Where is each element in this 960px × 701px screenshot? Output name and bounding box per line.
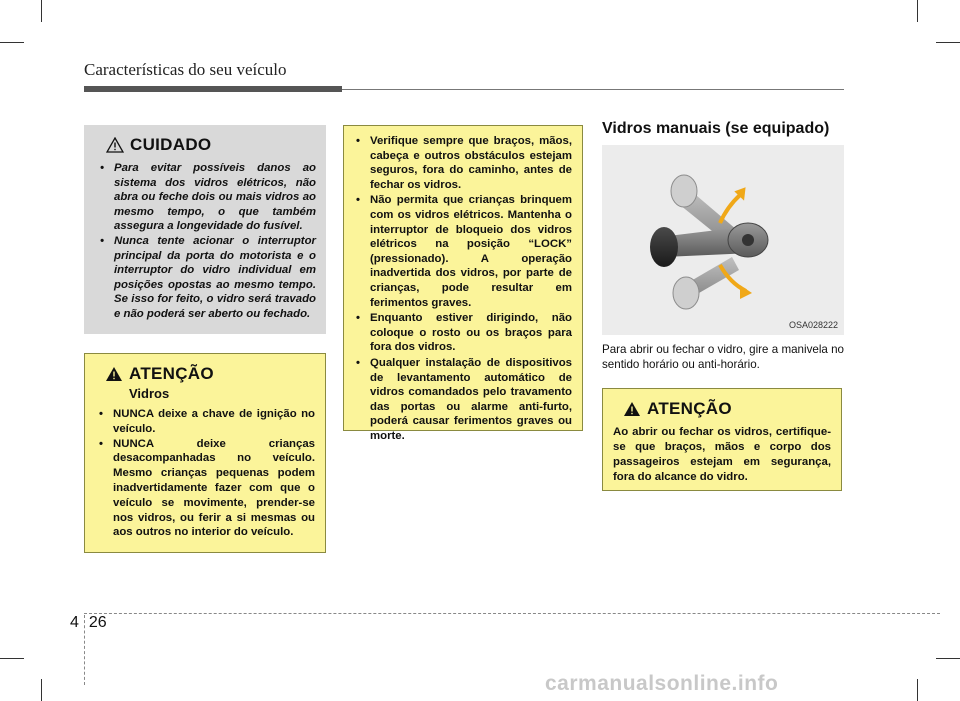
warning-item: • Não permita que crianças brinquem com os vidros elétricos. Mantenha o interruptor de bloqueio dos vidros elétricos na posição “LOCK” (pressionado). A operação inadvertida dos vidros, por parte de crianças, pode resultar em ferimentos graves. bbox=[352, 193, 572, 310]
atencao-box-2 bbox=[602, 388, 842, 491]
page-header-title: Características do seu veículo bbox=[84, 60, 287, 79]
atencao-subtitle: Vidros bbox=[129, 386, 170, 401]
warning-continuation-box bbox=[343, 125, 583, 442]
cuidado-item: • Para evitar possíveis danos ao sistema dos vidros elétricos, não abra ou feche dois ou mais vidros ao mesmo tempo, o que também assegura a longevidade do fusível. bbox=[96, 161, 316, 234]
header-rule-dark bbox=[84, 86, 342, 92]
atencao2-title: ATENÇÃO bbox=[647, 399, 732, 418]
warning-outline-icon bbox=[106, 137, 124, 153]
window-crank-illustration bbox=[602, 145, 844, 335]
page-number bbox=[70, 614, 107, 632]
page-section: 4 bbox=[70, 614, 79, 631]
cuidado-title: CUIDADO bbox=[130, 135, 212, 154]
atencao-item: • NUNCA deixe crianças desacompanhadas no veículo. Mesmo crianças pequenas podem inadvertidamente fazer com que o veículo se movimente, prender-se nos vidros, ou ferir a si mesmas ou aos outros no interior do veículo. bbox=[95, 437, 315, 541]
watermark: carmanualsonline.info bbox=[545, 672, 779, 695]
warning-item: • Verifique sempre que braços, mãos, cabeça e outros obstáculos estejam seguros, fora do caminho, antes de fechar os vidros. bbox=[352, 134, 572, 192]
header-rule-line bbox=[342, 89, 844, 90]
atencao-title: ATENÇÃO bbox=[129, 364, 214, 383]
window-crank-figure bbox=[602, 145, 844, 335]
cuidado-item: • Nunca tente acionar o interruptor principal da porta do motorista e o interruptor do vidro individual em posições opostas ao mesmo tempo. Se isso for feito, o vidro será travado e não poderá ser aberto ou fechado. bbox=[96, 234, 316, 322]
warning-filled-icon bbox=[105, 366, 123, 382]
footer-divider bbox=[84, 613, 940, 614]
section-body: Para abrir ou fechar o vidro, gire a manivela no sentido horário ou anti-horário. bbox=[602, 343, 844, 371]
atencao-item: • NUNCA deixe a chave de ignição no veículo. bbox=[95, 407, 315, 437]
atencao-vidros-box bbox=[84, 353, 326, 553]
figure-code: OSA028222 bbox=[788, 320, 838, 330]
cuidado-box bbox=[84, 125, 326, 334]
section-title: Vidros manuais (se equipado) bbox=[602, 120, 830, 137]
atencao2-text: Ao abrir ou fechar os vidros, certifique-se que braços, mãos e corpo dos passageiros estejam em segurança, fora do alcance do vidro. bbox=[613, 426, 831, 483]
warning-filled-icon bbox=[623, 401, 641, 417]
warning-item: • Enquanto estiver dirigindo, não coloque o rosto ou os braços para fora dos vidros. bbox=[352, 311, 572, 355]
page-number-value: 26 bbox=[88, 614, 107, 631]
warning-item: • Qualquer instalação de dispositivos de levantamento automático de vidros comandados pelo travamento das portas ou alarme anti-furto, poderá causar ferimentos graves ou morte. bbox=[352, 356, 572, 444]
